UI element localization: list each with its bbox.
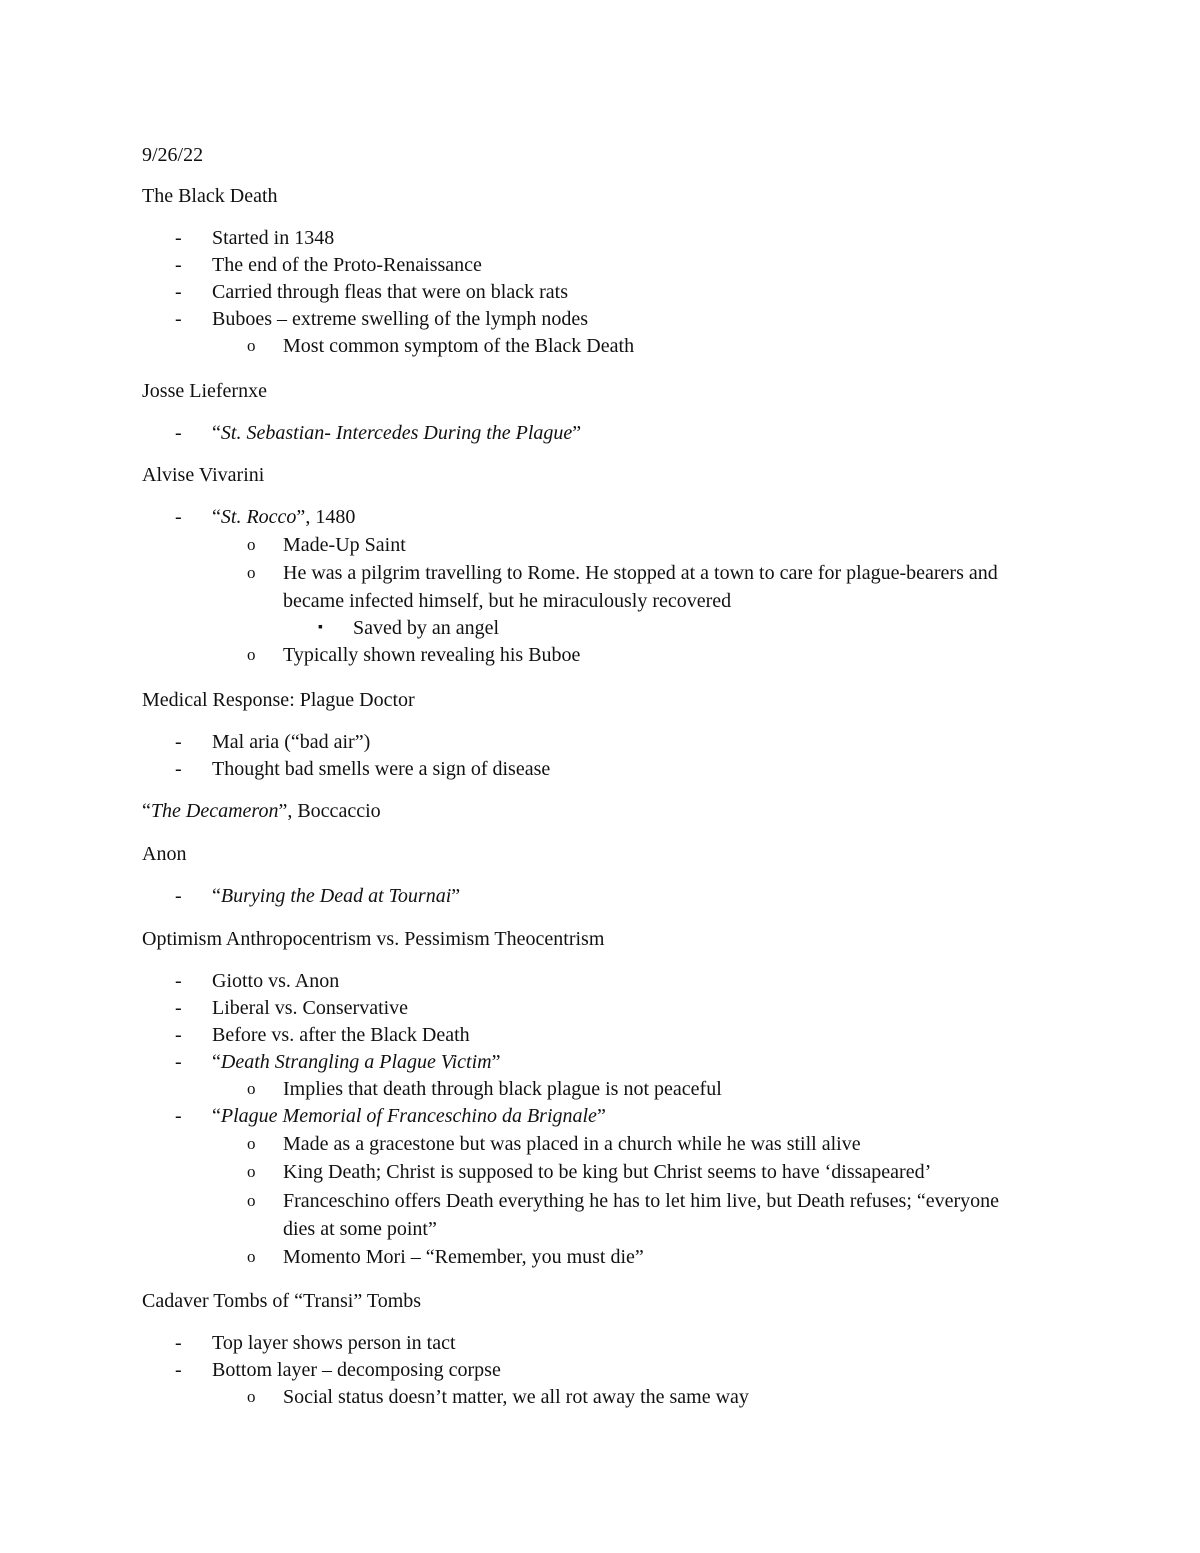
circle-bullet: o [247,336,256,355]
heading-vivarini: Alvise Vivarini [142,464,265,486]
heading-liefernxe: Josse Liefernxe [142,380,267,402]
list-item: Top layer shows person in tact [212,1332,456,1354]
close-quote: ” [278,800,288,822]
list-item: Momento Mori – “Remember, you must die” [283,1246,644,1268]
dash-bullet: - [175,1332,182,1354]
list-item: Giotto vs. Anon [212,970,340,992]
list-item: Started in 1348 [212,227,335,249]
heading-black-death: The Black Death [142,185,278,207]
open-quote: “ [212,1051,221,1073]
open-quote: “ [142,800,151,822]
list-item: Made-Up Saint [283,534,406,556]
list-item [212,1103,606,1129]
heading-anon: Anon [142,843,187,865]
list-item [212,420,581,446]
circle-bullet: o [247,1134,256,1153]
close-quote: ” [296,506,306,528]
list-item: Carried through fleas that were on black rats [212,281,568,303]
open-quote: “ [212,506,221,528]
artwork-title: St. Sebastian- Intercedes During the Plague [220,422,573,444]
close-quote: ” [451,885,461,907]
dash-bullet: - [175,422,182,444]
artwork-title: Plague Memorial of Franceschino da Brignale [220,1105,597,1127]
circle-bullet: o [247,1079,256,1098]
dash-bullet: - [175,997,182,1019]
dash-bullet: - [175,1024,182,1046]
artwork-year: , 1480 [305,506,356,528]
list-item: Thought bad smells were a sign of disease [212,758,551,780]
heading-medical-response: Medical Response: Plague Doctor [142,689,415,711]
list-item: Before vs. after the Black Death [212,1024,470,1046]
circle-bullet: o [247,1191,256,1210]
dash-bullet: - [175,1051,182,1073]
dash-bullet: - [175,1105,182,1127]
list-item: Implies that death through black plague is not peaceful [283,1078,722,1100]
circle-bullet: o [247,1162,256,1181]
square-bullet: ▪ [318,620,323,635]
close-quote: ” [491,1051,501,1073]
open-quote: “ [212,1105,221,1127]
open-quote: “ [212,885,221,907]
list-item: Saved by an angel [353,617,500,639]
list-item: Typically shown revealing his Buboe [283,644,581,666]
dash-bullet: - [175,281,182,303]
dash-bullet: - [175,970,182,992]
book-author: , Boccaccio [287,800,381,822]
artwork-title: St. Rocco [220,506,297,528]
list-item: Social status doesn’t matter, we all rot away the same way [283,1386,749,1408]
heading-decameron [142,798,381,824]
list-item [212,883,460,909]
list-item: Mal aria (“bad air”) [212,731,371,753]
list-item [212,504,355,530]
dash-bullet: - [175,308,182,330]
circle-bullet: o [247,535,256,554]
dash-bullet: - [175,758,182,780]
list-item: Liberal vs. Conservative [212,997,409,1019]
close-quote: ” [596,1105,606,1127]
dash-bullet: - [175,1359,182,1381]
date: 9/26/22 [142,144,204,166]
list-item: He was a pilgrim travelling to Rome. He stopped at a town to care for plague-bearers and [283,562,998,584]
list-item: Made as a gracestone but was placed in a church while he was still alive [283,1133,861,1155]
list-item-continuation: became infected himself, but he miraculously recovered [283,590,732,612]
list-item: Most common symptom of the Black Death [283,335,635,357]
list-item: Bottom layer – decomposing corpse [212,1359,501,1381]
list-item: King Death; Christ is supposed to be king but Christ seems to have ‘dissapeared’ [283,1161,932,1183]
dash-bullet: - [175,227,182,249]
list-item: Buboes – extreme swelling of the lymph nodes [212,308,589,330]
circle-bullet: o [247,1247,256,1266]
heading-cadaver-tombs: Cadaver Tombs of “Transi” Tombs [142,1290,422,1312]
list-item: Franceschino offers Death everything he has to let him live, but Death refuses; “everyone [283,1190,1000,1212]
list-item: The end of the Proto-Renaissance [212,254,482,276]
artwork-title: Death Strangling a Plague Victim [220,1051,492,1073]
circle-bullet: o [247,1387,256,1406]
open-quote: “ [212,422,221,444]
dash-bullet: - [175,885,182,907]
close-quote: ” [572,422,582,444]
list-item-continuation: dies at some point” [283,1218,437,1240]
artwork-title: Burying the Dead at Tournai [220,885,452,907]
dash-bullet: - [175,506,182,528]
circle-bullet: o [247,645,256,664]
book-title: The Decameron [150,800,279,822]
heading-optimism: Optimism Anthropocentrism vs. Pessimism Theocentrism [142,928,605,950]
circle-bullet: o [247,563,256,582]
dash-bullet: - [175,254,182,276]
list-item [212,1049,500,1075]
dash-bullet: - [175,731,182,753]
